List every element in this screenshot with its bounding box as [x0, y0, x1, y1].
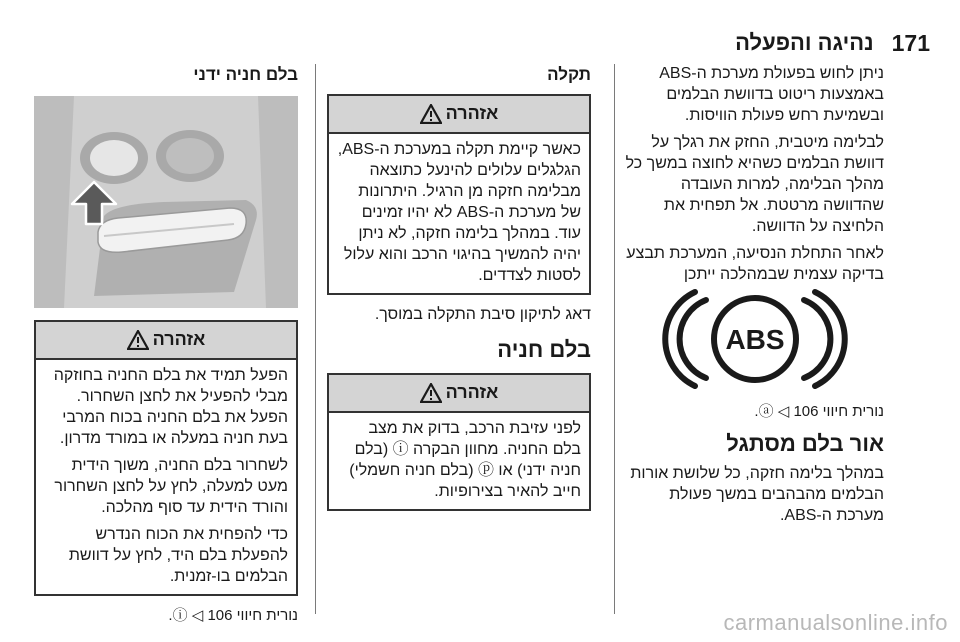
column-divider-right — [614, 64, 615, 614]
abs-figure-caption: נורית חיווי ⓐ ◁ 106. — [754, 403, 884, 420]
left-column-warning — [34, 320, 298, 625]
warning-triangle-icon — [127, 330, 149, 350]
warning-header — [329, 96, 589, 134]
page-number: 171 — [891, 29, 930, 56]
warning-text: לפני עזיבת הרכב, בדוק את מצב בלם החניה. מחוון הבקרה ⓘ (בלם חניה ידני) או ⓟ (בלם חניה חשמלי) חייב להאיר בצירופיות. — [349, 419, 581, 500]
warning-title: אזהרה — [152, 329, 206, 350]
abs-figure-label: ABS — [725, 324, 785, 355]
page-header — [30, 28, 930, 58]
abs-paragraph-1: ניתן לחוש בפעולת מערכת ה-ABS באמצעות ריטוט בדוושת הבלמים ובשמיעת רחש פעולת הוויסות. — [659, 65, 884, 124]
warning-triangle-icon — [420, 104, 442, 124]
adaptive-brake-light-text: במהלך בלימה חזקה, כל שלושת אורות הבלמים מהבהבים במשך פעולת מערכת ה-ABS. — [630, 465, 884, 525]
warning-header — [329, 375, 589, 413]
abs-paragraph-3: לאחר התחלת הנסיעה, המערכת תבצע בדיקה עצמית שבמהלכה ייתכן — [626, 244, 884, 283]
parking-brake-heading: בלם חניה — [497, 336, 591, 362]
fault-heading: תקלה — [547, 65, 591, 84]
chapter-title: נהיגה והפעלה — [735, 30, 874, 55]
watermark: carmanualsonline.info — [723, 610, 948, 635]
abs-warning-icon — [624, 286, 886, 390]
warning-paragraph-3: כדי להפחית את הכוח הנדרש להפעלת בלם היד, לחץ על דוושת הבלמים בו-זמנית. — [68, 525, 288, 585]
warning-body — [36, 360, 296, 594]
abs-paragraph-2: לבלימה מיטבית, החזק את רגלך על דוושת הבלמים כשהיא לחוצה במשך כל מהלך הבלימה, למרות העובדה שהדוושה מרטטת. אל תפחית את הלחיצה על הדוושה. — [625, 133, 884, 235]
left-column — [34, 64, 298, 86]
warning-title: אזהרה — [445, 381, 499, 402]
warning-body — [329, 134, 589, 293]
warning-text: כאשר קיימת תקלה במערכת ה-ABS, הגלגלים עלולים להינעל כתוצאה מבלימה חזקה מן הרגיל. היתרונות של מערכת ה-ABS לא יהיו זמינים עוד. במהלך בלימה חזקה, לא ניתן יהיה להמשיך בהיגוי הרכב והוא עלול לסטות לצדדים. — [337, 141, 581, 284]
fault-repair-text: דאג לתיקון סיבת התקלה במוסך. — [374, 305, 591, 323]
warning-paragraph-2: לשחרור בלם החניה, משוך הידית מעט למעלה, לחץ על לחצן השחרור והורד הידית עד סוף מהלכה. — [54, 456, 288, 516]
abs-fault-warning-box — [327, 94, 591, 295]
warning-body — [329, 413, 589, 509]
manual-parking-brake-warning-box — [34, 320, 298, 596]
warning-title: אזהרה — [445, 103, 499, 124]
parking-brake-figure-caption: נורית חיווי ⓘ ◁ 106. — [168, 606, 298, 624]
right-column — [624, 64, 884, 306]
parking-brake-lever-photo — [34, 96, 298, 308]
manual-parking-brake-heading: בלם חניה ידני — [193, 65, 298, 84]
column-divider-left — [315, 64, 316, 614]
parking-brake-lever-illustration — [34, 96, 298, 308]
parking-brake-warning-box — [327, 373, 591, 511]
adaptive-brake-light-heading: אור בלם מסתגל — [726, 430, 884, 456]
warning-triangle-icon — [420, 383, 442, 403]
abs-warning-figure — [624, 286, 886, 390]
warning-header — [36, 322, 296, 360]
right-column-lower — [624, 402, 884, 527]
warning-paragraph-1: הפעל תמיד את בלם החניה בחוזקה מבלי להפעיל את לחצן השחרור. הפעל את בלם החניה בכוח המרבי בעת חניה במעלה או במורד מדרון. — [53, 367, 288, 447]
middle-column — [327, 64, 591, 511]
